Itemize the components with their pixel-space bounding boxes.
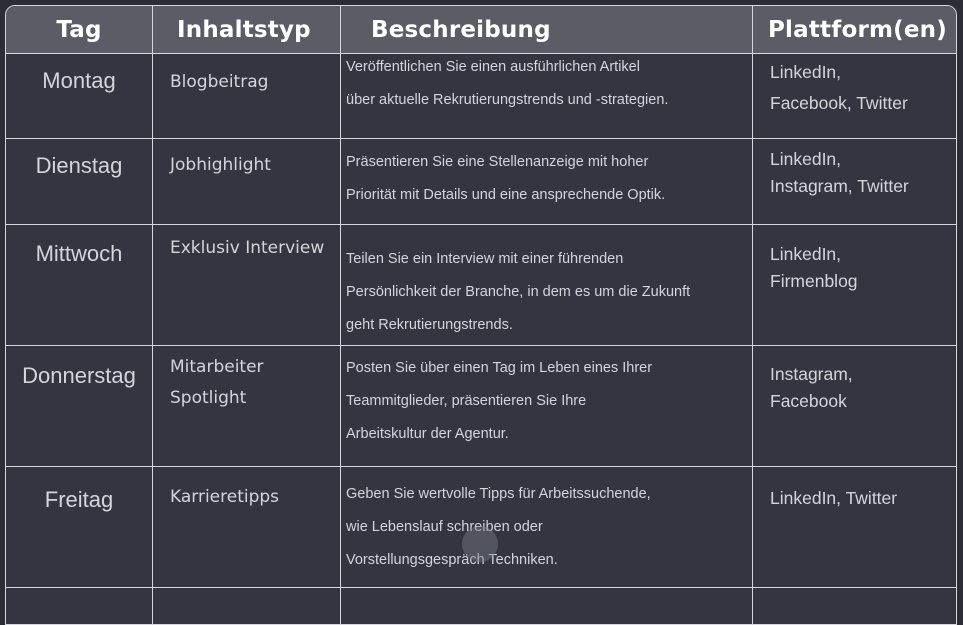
content-type-cell: Jobhighlight (170, 155, 271, 175)
description-cell: Geben Sie wertvolle Tipps für Arbeitssuchende, wie Lebenslauf schreiben oder Vorstellungsgespräch Techniken. (341, 467, 753, 587)
header-description: Beschreibung (341, 6, 753, 53)
table-header-row (6, 6, 956, 54)
table-row (6, 346, 956, 467)
content-type-cell: Blogbeitrag (170, 72, 269, 92)
day-cell: Dienstag (35, 153, 123, 178)
day-cell: Donnerstag (22, 363, 136, 388)
table-row (6, 139, 956, 225)
cursor-indicator (462, 526, 498, 562)
platform-cell: Instagram, Facebook (770, 364, 853, 411)
platform-cell: LinkedIn, Facebook, Twitter (770, 62, 908, 113)
table-row-partial (6, 588, 956, 625)
day-cell: Montag (42, 68, 116, 93)
platform-cell: LinkedIn, Twitter (770, 488, 898, 508)
header-tag: Tag (6, 6, 153, 53)
header-content-type: Inhaltstyp (153, 6, 341, 53)
description-cell: Veröffentlichen Sie einen ausführlichen Artikel über aktuelle Rekrutierungstrends und -strategien. (341, 54, 753, 138)
header-platforms: Plattform(en) (768, 16, 947, 43)
description-cell: Teilen Sie ein Interview mit einer führenden Persönlichkeit der Branche, in dem es um die Zukunft geht Rekrutierungstrends. (341, 225, 753, 345)
day-cell: Freitag (44, 487, 114, 512)
day-cell: Mittwoch (35, 241, 123, 266)
table-row (6, 225, 956, 346)
content-type-cell: Karrieretipps (170, 487, 280, 507)
table-row (6, 54, 956, 139)
description-cell: Präsentieren Sie eine Stellenanzeige mit hoher Priorität mit Details und eine ansprechende Optik. (341, 139, 753, 224)
description-cell: Posten Sie über einen Tag im Leben eines Ihrer Teammitglieder, präsentieren Sie Ihre Arbeitskultur der Agentur. (341, 346, 753, 466)
content-type-cell: Exklusiv Interview (170, 238, 325, 258)
content-type-cell: Mitarbeiter Spotlight (153, 346, 341, 466)
platform-cell: LinkedIn, Instagram, Twitter (770, 149, 909, 196)
platform-cell: LinkedIn, Firmenblog (770, 244, 858, 291)
